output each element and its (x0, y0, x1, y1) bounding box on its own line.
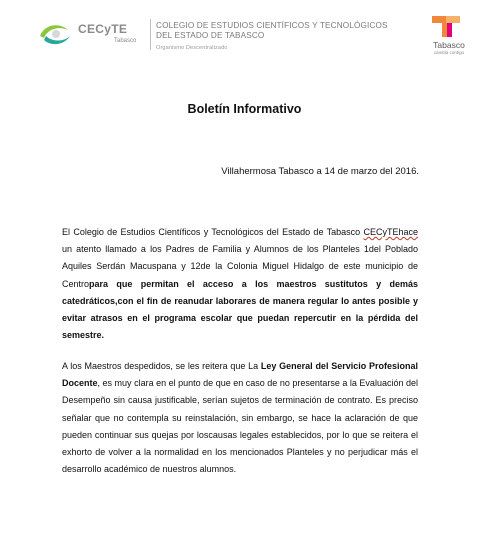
org-description: Organismo Descentralizado (156, 45, 228, 51)
paragraph-1-part3: un atento llamado a los Padres de Familia y Alumnos de los Planteles 1del Poblado Aquiles Serdán Macuspana y 12de la Colonia Miguel Hidalgo de este municipio de Centro (62, 244, 418, 289)
tabasco-word: Tabasco (433, 40, 465, 50)
header-divider (150, 19, 151, 50)
document-date: Villahermosa Tabasco a 14 de marzo del 2016. (221, 166, 419, 177)
college-name (156, 21, 396, 41)
college-name-line2: DEL ESTADO DE TABASCO (156, 31, 265, 40)
paragraph-1 (62, 224, 418, 344)
paragraph-2-part1: A los Maestros despedidos, se les reitera que La (62, 361, 261, 371)
paragraph-1-acronym: CECyTEhace (363, 227, 418, 237)
paragraph-2-law-name: Ley General del Servicio Profesional Docente (62, 361, 418, 389)
cecyte-state-text: Tabasco (114, 38, 137, 44)
tabasco-tagline: cambia contigo (433, 50, 465, 55)
paragraph-1-part1: El Colegio de Estudios Científicos y Tecnológicos del Estado de Tabasco (62, 227, 364, 237)
paragraph-2-part3: , es muy clara en el punto de que en caso de no presentarse a la Evaluación del Desempeño sin causa justificable, serían sujetos de terminación de contrato. Es preciso señalar que no contempla su reinstalación, sin embargo, se hace la aclaración de que pueden continuar sus quejas por loscausas legales establecidos, por lo que se reitera el exhorto de volver a la normalidad en los mencionados Planteles y no perjudicar más el desarrollo académico de nuestros alumnos. (62, 378, 418, 475)
document-title: Boletín Informativo (187, 102, 302, 116)
paragraph-2 (62, 358, 418, 478)
college-name-line1: COLEGIO DE ESTUDIOS CIENTÍFICOS Y TECNOLÓGICOS (156, 21, 388, 30)
paragraph-1-bold: para que permitan el acceso a los maestros sustitutos y demás catedráticos,con el fin de reanudar laborares de manera regular lo antes posible y evitar atrasos en el programa escolar que puedan repercutir en la pérdida del semestre. (62, 278, 418, 341)
cecyte-brand-text: CECyTE (78, 22, 128, 36)
